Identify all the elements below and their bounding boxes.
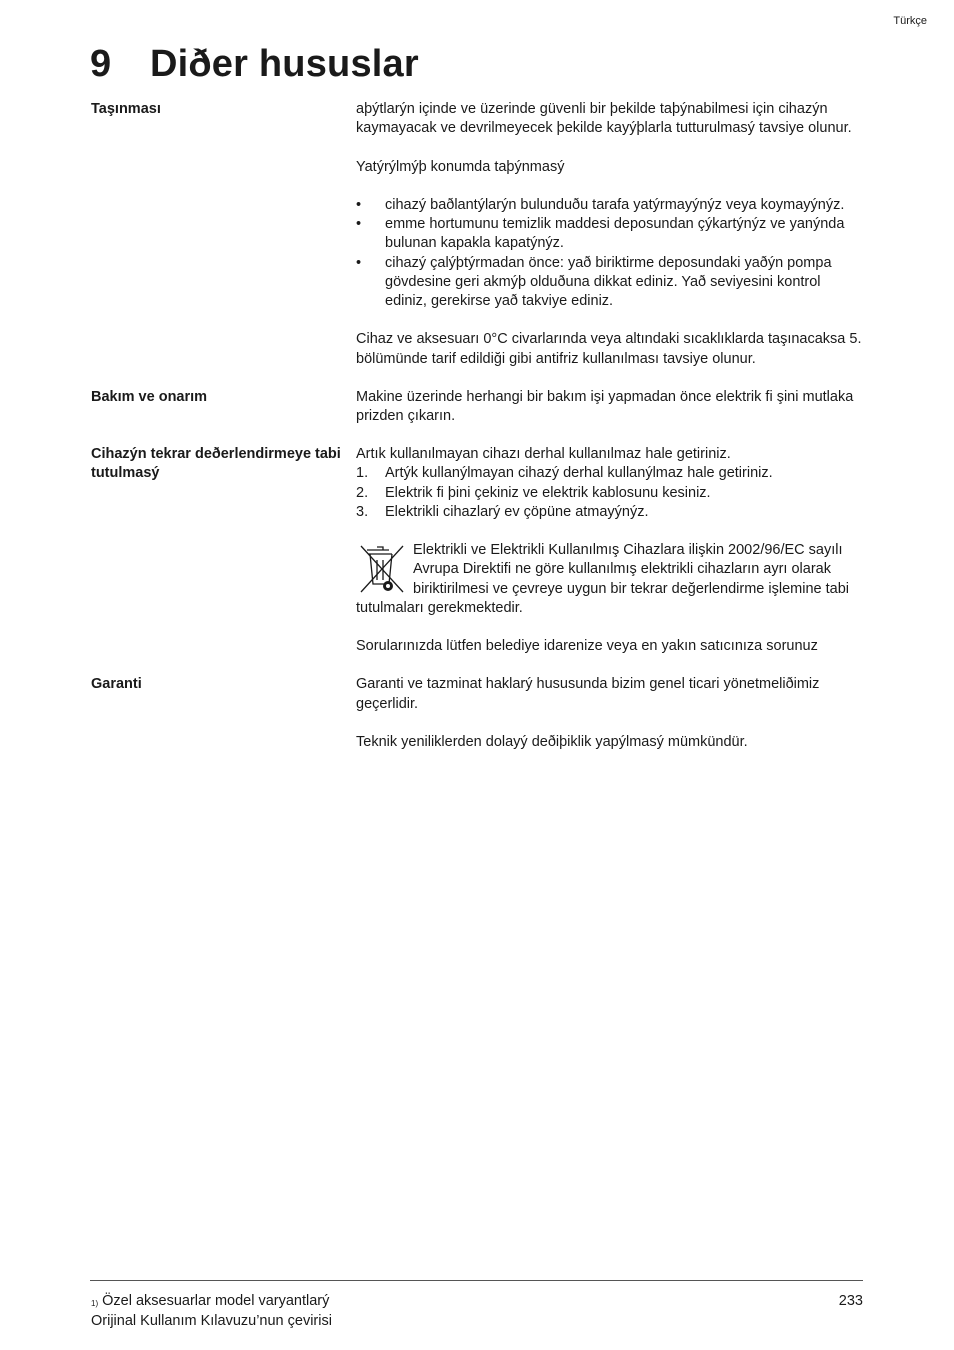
transport-paragraph: aþýtlarýn içinde ve üzerinde güvenli bir þekilde taþýnabilmesi için cihazýn kaymayacak ve devrilmeyecek þekilde kayýþlarla tutturulmasý tavsiye olunur. bbox=[356, 101, 852, 137]
step-number: 1. bbox=[356, 465, 369, 482]
footnote bbox=[91, 1292, 332, 1312]
section-body-recycling bbox=[356, 445, 866, 656]
weee-text: Elektrikli ve Elektrikli Kullanılmış Cihazlara ilişkin 2002/96/EC sayılı Avrupa Direktifi ne göre kullanılmış elektrikli cihazların ayrı olarak biriktirilmesi ve çevreye uygun bir tekrar değerlendirme işlemine tabi tutulmaları gerekmektedir. bbox=[356, 542, 849, 616]
chapter-title: Diðer hususlar bbox=[150, 43, 419, 85]
list-item: • cihazý çalýþtýrmadan önce: yað biriktirme deposundaki yaðýn pompa gövdesine geri akmýþ olduðuna dikkat ediniz. Yað seviyesini kontrol ediniz, gerekirse yað takviye ediniz. bbox=[356, 254, 832, 309]
recycling-intro: Artık kullanılmayan cihazı derhal kullanılmaz hale getiriniz. bbox=[356, 446, 731, 463]
translation-note: Orijinal Kullanım Kılavuzu’nun çevirisi bbox=[91, 1312, 332, 1329]
section-recycling bbox=[91, 445, 866, 656]
list-item: 1. Artýk kullanýlmayan cihazý derhal kullanýlmaz hale getiriniz. bbox=[356, 464, 866, 483]
section-label-warranty: Garanti bbox=[91, 676, 142, 693]
bullet-marker: • bbox=[356, 254, 362, 271]
transport-bullet-list bbox=[356, 196, 866, 311]
warranty-change-note: Teknik yeniliklerden dolayý deðiþiklik yapýlmasý mümkündür. bbox=[356, 734, 748, 750]
transport-subheading: Yatýrýlmýþ konumda taþýnmasý bbox=[356, 158, 565, 175]
list-item: 3. Elektrikli cihazlarý ev çöpüne atmayýnýz. bbox=[356, 503, 866, 522]
section-transport bbox=[91, 100, 866, 369]
section-body-transport bbox=[356, 100, 866, 369]
crossed-out-wheelie-bin-icon bbox=[355, 542, 409, 596]
footnote-mark: 1) bbox=[91, 1299, 99, 1308]
section-label-maintenance: Bakım ve onarım bbox=[91, 388, 208, 405]
section-body-maintenance bbox=[356, 388, 866, 426]
warranty-paragraph: Garanti ve tazminat haklarý hususunda bizim genel ticari yönetmeliðimiz geçerlidir. bbox=[356, 676, 820, 712]
document-body bbox=[91, 100, 866, 771]
language-label: Türkçe bbox=[893, 15, 927, 27]
weee-notice bbox=[356, 541, 866, 618]
step-number: 2. bbox=[356, 484, 369, 501]
chapter-heading bbox=[90, 40, 419, 88]
step-number: 3. bbox=[356, 503, 369, 520]
list-item: • cihazý baðlantýlarýn bulunduðu tarafa yatýrmayýnýz veya koymayýnýz. bbox=[356, 196, 866, 215]
recycling-contact-note: Sorularınızda lütfen belediye idarenize veya en yakın satıcınıza sorunuz bbox=[356, 638, 818, 655]
page-number: 233 bbox=[838, 1293, 863, 1309]
list-item: 2. Elektrik fi þini çekiniz ve elektrik kablosunu kesiniz. bbox=[356, 484, 866, 503]
chapter-number: 9 bbox=[90, 43, 112, 85]
footer-divider bbox=[90, 1280, 863, 1281]
footer-notes bbox=[91, 1292, 332, 1331]
section-label-transport: Taşınması bbox=[91, 101, 161, 117]
bullet-marker: • bbox=[356, 196, 362, 213]
maintenance-paragraph: Makine üzerinde herhangi bir bakım işi yapmadan önce elektrik fi şini mutlaka prizden çıkarın. bbox=[356, 388, 854, 424]
section-warranty bbox=[91, 675, 866, 752]
bullet-marker: • bbox=[356, 216, 362, 233]
section-body-warranty bbox=[356, 675, 866, 752]
list-item: • emme hortumunu temizlik maddesi deposundan çýkartýnýz ve yanýnda bulunan kapakla kapatýnýz. bbox=[356, 216, 845, 252]
transport-antifreeze-note: Cihaz ve aksesuarı 0°C civarlarında veya altındaki sıcaklıklarda taşınacaksa 5. bölümünde tarif edildiği gibi antifriz kullanılması tavsiye olunur. bbox=[356, 331, 862, 367]
section-maintenance bbox=[91, 388, 866, 426]
section-label-recycling: Cihazýn tekrar deðerlendirmeye tabi tutulmasý bbox=[91, 446, 341, 482]
footnote-text: Özel aksesuarlar model varyantlarý bbox=[102, 1293, 330, 1309]
recycling-steps bbox=[356, 464, 866, 522]
